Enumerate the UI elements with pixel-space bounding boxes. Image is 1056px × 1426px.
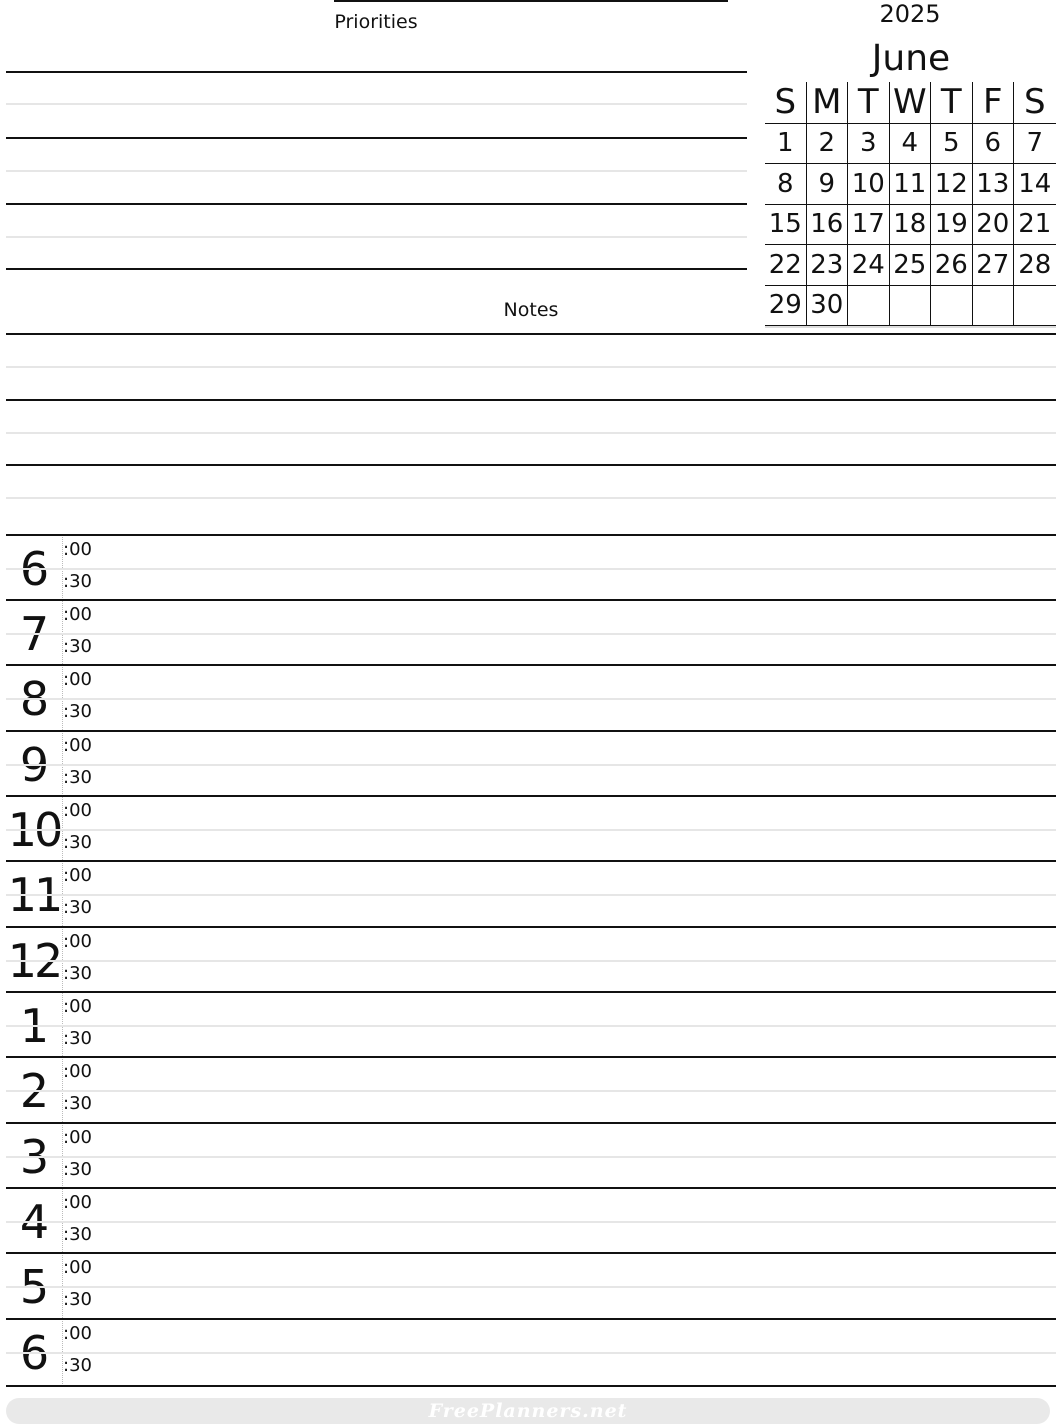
calendar-day: 3 (848, 124, 890, 165)
hour-number: 8 (19, 671, 49, 726)
hour-number: 6 (19, 541, 49, 596)
half-hour-rule (6, 1025, 1056, 1027)
hour-slot (6, 534, 1056, 601)
weekday-sun: S (765, 82, 807, 123)
hour-number: 10 (7, 802, 61, 857)
calendar-day: 29 (765, 286, 807, 327)
minute-label-00: :00 (63, 1127, 92, 1148)
minute-label-00: :00 (63, 1192, 92, 1213)
notes-label: Notes (503, 299, 559, 321)
calendar-month: June (871, 38, 951, 79)
calendar-day: 4 (890, 124, 932, 165)
minute-label-30: :30 (63, 832, 92, 853)
minute-label-30: :30 (63, 1355, 92, 1376)
weekday-fri: F (973, 82, 1015, 123)
hour-slot (6, 664, 1056, 731)
calendar-day: 10 (848, 164, 890, 205)
calendar-day: 17 (848, 205, 890, 246)
calendar-day: 23 (807, 245, 849, 286)
calendar-day (1014, 286, 1056, 327)
half-hour-rule (6, 1090, 1056, 1092)
calendar-day: 13 (973, 164, 1015, 205)
half-hour-rule (6, 568, 1056, 570)
minute-label-30: :30 (63, 1028, 92, 1049)
minute-label-00: :00 (63, 865, 92, 886)
calendar-day: 27 (973, 245, 1015, 286)
calendar-day: 22 (765, 245, 807, 286)
calendar-day: 14 (1014, 164, 1056, 205)
weekday-thu: T (931, 82, 973, 123)
top-rule (334, 0, 728, 2)
calendar-day: 12 (931, 164, 973, 205)
calendar-day: 18 (890, 205, 932, 246)
calendar-day: 25 (890, 245, 932, 286)
calendar-day: 2 (807, 124, 849, 165)
calendar-day: 30 (807, 286, 849, 327)
hour-number: 1 (19, 998, 49, 1053)
calendar-weekday-row (765, 82, 1056, 124)
hour-number: 5 (19, 1259, 49, 1314)
calendar-day (931, 286, 973, 327)
minute-label-00: :00 (63, 539, 92, 560)
minute-label-30: :30 (63, 636, 92, 657)
minute-label-00: :00 (63, 604, 92, 625)
minute-label-30: :30 (63, 571, 92, 592)
half-hour-rule (6, 1352, 1056, 1354)
half-hour-rule (6, 1286, 1056, 1288)
weekday-sat: S (1023, 82, 1046, 123)
weekday-mon: M (807, 82, 849, 123)
half-hour-rule (6, 1221, 1056, 1223)
minute-label-00: :00 (63, 931, 92, 952)
hour-number: 11 (7, 867, 61, 922)
minute-label-00: :00 (63, 1061, 92, 1082)
weekday-wed: W (890, 82, 932, 123)
minute-label-30: :30 (63, 1289, 92, 1310)
footer-brand[interactable]: FreePlanners.net (428, 1400, 628, 1422)
hour-number: 7 (19, 606, 49, 661)
minute-label-30: :30 (63, 897, 92, 918)
calendar-day: 6 (973, 124, 1015, 165)
calendar-day: 7 (1014, 124, 1056, 165)
minute-label-30: :30 (63, 963, 92, 984)
minute-label-00: :00 (63, 735, 92, 756)
weekday-tue: T (848, 82, 890, 123)
footer-bar (6, 1398, 1050, 1424)
calendar-day: 19 (931, 205, 973, 246)
calendar-day: 1 (765, 124, 807, 165)
calendar-day (973, 286, 1015, 327)
minute-label-30: :30 (63, 1224, 92, 1245)
hour-slot (6, 991, 1056, 1058)
hour-number: 6 (19, 1325, 49, 1380)
minute-label-30: :30 (63, 701, 92, 722)
hour-slot (6, 926, 1056, 993)
calendar-day: 16 (807, 205, 849, 246)
hour-slot (6, 1056, 1056, 1123)
hour-slot (6, 599, 1056, 666)
half-hour-rule (6, 633, 1056, 635)
calendar-day: 8 (765, 164, 807, 205)
half-hour-rule (6, 1156, 1056, 1158)
calendar-day: 20 (973, 205, 1015, 246)
priorities-label: Priorities (334, 11, 418, 33)
mini-calendar (765, 82, 1056, 328)
calendar-day: 21 (1014, 205, 1056, 246)
hour-slot (6, 795, 1056, 862)
half-hour-rule (6, 894, 1056, 896)
calendar-day: 9 (807, 164, 849, 205)
hour-number: 2 (19, 1063, 49, 1118)
calendar-day: 11 (890, 164, 932, 205)
minute-label-30: :30 (63, 1093, 92, 1114)
minute-label-00: :00 (63, 996, 92, 1017)
calendar-day: 15 (765, 205, 807, 246)
half-hour-rule (6, 764, 1056, 766)
calendar-day: 24 (848, 245, 890, 286)
half-hour-rule (6, 960, 1056, 962)
hour-slot (6, 1318, 1056, 1387)
hour-number: 3 (19, 1129, 49, 1184)
hour-slot (6, 1252, 1056, 1319)
half-hour-rule (6, 698, 1056, 700)
hour-slot (6, 730, 1056, 797)
hour-number: 12 (7, 933, 61, 988)
hour-slot (6, 1187, 1056, 1254)
calendar-day (848, 286, 890, 327)
hour-slot (6, 860, 1056, 927)
calendar-week (765, 245, 1056, 286)
calendar-day (890, 286, 932, 327)
calendar-day: 26 (931, 245, 973, 286)
calendar-days (765, 124, 1056, 329)
calendar-day: 28 (1014, 245, 1056, 286)
minute-label-30: :30 (63, 1159, 92, 1180)
minute-label-00: :00 (63, 1257, 92, 1278)
minute-label-00: :00 (63, 1323, 92, 1344)
half-hour-rule (6, 829, 1056, 831)
hour-number: 9 (19, 737, 49, 792)
calendar-week (765, 286, 1056, 327)
calendar-week (765, 205, 1056, 246)
minute-label-00: :00 (63, 800, 92, 821)
calendar-week (765, 124, 1056, 165)
hour-number: 4 (19, 1194, 49, 1249)
hour-slot (6, 1122, 1056, 1189)
minute-label-00: :00 (63, 669, 92, 690)
calendar-year: 2025 (879, 0, 941, 28)
minute-label-30: :30 (63, 767, 92, 788)
calendar-day: 5 (931, 124, 973, 165)
calendar-week (765, 164, 1056, 205)
